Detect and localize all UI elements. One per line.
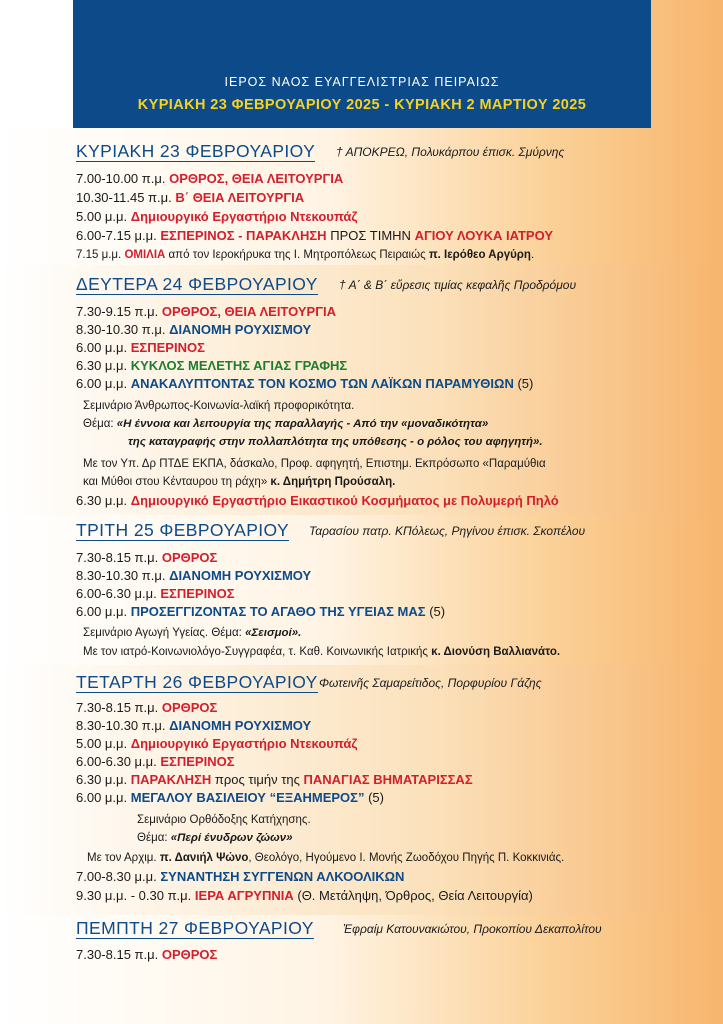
event-text: ΔΙΑΝΟΜΗ ΡΟΥΧΙΣΜΟΥ — [169, 568, 312, 583]
event-text: ΟΡΘΡΟΣ, ΘΕΙΑ ΛΕΙΤΟΥΡΓΙΑ — [169, 171, 344, 186]
schedule-line — [76, 550, 217, 566]
event-text: Δημιουργικό Εργαστήριο Ντεκουπάζ — [130, 209, 358, 224]
day-section-monday — [73, 274, 723, 514]
time-text: 10.30-11.45 π.μ. — [76, 190, 172, 205]
day-section-tuesday — [73, 520, 723, 660]
time-text: 7.30-8.15 π.μ. — [76, 550, 159, 565]
event-text: ΠΑΡΑΚΛΗΣΗ — [130, 772, 212, 787]
time-text: 8.30-10.30 π.μ. — [76, 322, 166, 337]
event-text: ΟΡΘΡΟΣ, ΘΕΙΑ ΛΕΙΤΟΥΡΓΙΑ — [161, 304, 337, 319]
day-section-wednesday — [73, 672, 723, 912]
time-text: 5.00 μ.μ. — [76, 209, 128, 224]
event-text: ΔΙΑΝΟΜΗ ΡΟΥΧΙΣΜΟΥ — [169, 322, 312, 337]
time-text: 6.00 μ.μ. — [76, 340, 128, 355]
time-text: 9.30 μ.μ. - 0.30 π.μ. — [76, 888, 192, 903]
theme-text: «Η έννοια και λειτουργία της παραλλαγής - Από την «μοναδικότητα» — [116, 418, 489, 430]
end-text: , Θεολόγο, Ηγούμενο Ι. Μονής Ζωοδόχου Πηγής Π. Κοκκινιάς. — [248, 852, 565, 864]
theme-text: «Περί ένυδρων ζώων» — [170, 832, 293, 844]
theme-prefix: Θέμα: — [137, 832, 168, 844]
header-banner — [73, 0, 651, 128]
time-text: 8.30-10.30 π.μ. — [76, 568, 166, 583]
time-text: 6.00 μ.μ. — [76, 376, 128, 391]
time-text: 7.30-9.15 π.μ. — [76, 304, 159, 319]
event-text: ΚΥΚΛΟΣ ΜΕΛΕΤΗΣ ΑΓΙΑΣ ΓΡΑΦΗΣ — [130, 358, 348, 373]
schedule-line — [76, 247, 534, 263]
time-text: 6.30 μ.μ. — [76, 493, 128, 508]
event-text: ΜΕΓΑΛΟΥ ΒΑΣΙΛΕΙΟΥ “ΕΞΑΗΜΕΡΟΣ” — [130, 790, 365, 805]
feast-text: Φωτεινῆς Σαμαρείτιδος, Πορφυρίου Γάζης — [319, 676, 542, 690]
schedule-line — [76, 700, 217, 716]
day-title: ΠΕΜΠΤΗ 27 ΦΕΒΡΟΥΑΡΙΟΥ — [76, 918, 314, 938]
day-title: ΤΡΙΤΗ 25 ΦΕΒΡΟΥΑΡΙΟΥ — [76, 520, 290, 540]
time-text: 5.00 μ.μ. — [76, 736, 128, 751]
schedule-line — [76, 772, 473, 788]
event-text: ΕΣΠΕΡΙΝΟΣ — [160, 586, 235, 601]
time-text: 7.00-8.30 μ.μ. — [76, 869, 157, 884]
schedule-line — [76, 322, 311, 338]
mid-text: προς τιμήν της — [214, 772, 300, 787]
event-text: Β΄ ΘΕΙΑ ΛΕΙΤΟΥΡΓΙΑ — [175, 190, 305, 205]
schedule-line — [76, 190, 304, 206]
feast-text: Ταρασίου πατρ. ΚΠόλεως, Ρηγίνου έπισκ. Σκοπέλου — [309, 524, 586, 538]
event-text: ΟΜΙΛΙΑ — [124, 249, 166, 261]
header-left-margin — [0, 0, 73, 128]
speaker-text: Με τον Αρχιμ. — [87, 852, 157, 864]
schedule-line — [76, 718, 311, 734]
theme-line — [83, 416, 488, 432]
time-text: 7.30-8.15 π.μ. — [76, 947, 159, 962]
schedule-line — [76, 171, 343, 187]
event-text: ΕΣΠΕΡΙΝΟΣ — [160, 754, 235, 769]
time-text: 7.30-8.15 π.μ. — [76, 700, 159, 715]
time-text: 7.00-10.00 π.μ. — [76, 171, 166, 186]
schedule-line — [76, 304, 336, 320]
theme-line — [137, 830, 293, 846]
schedule-line — [76, 209, 357, 225]
person-name: π. Δανιήλ Ψώνο — [159, 852, 249, 864]
speaker-line — [83, 474, 395, 490]
speaker-text: και Μύθοι στου Κένταυρου τη ράχη» — [83, 476, 268, 488]
mid-text: ΠΡΟΣ ΤΙΜΗΝ — [330, 228, 411, 243]
time-text: 6.00 μ.μ. — [76, 604, 128, 619]
feast-text: † Α΄ & Β΄ εὕρεσις τιμίας κεφαλῆς Προδρόμου — [339, 278, 577, 292]
event-text: ΑΝΑΚΑΛΥΠΤΟΝΤΑΣ ΤΟΝ ΚΟΣΜΟ ΤΩΝ ΛΑΪΚΩΝ ΠΑΡΑΜΥΘΙΩΝ — [130, 376, 514, 391]
event-text: ΕΣΠΕΡΙΝΟΣ - ΠΑΡΑΚΛΗΣΗ — [160, 228, 327, 243]
schedule-line — [76, 947, 217, 963]
seminar-text: Σεμινάριο Ορθόδοξης Κατήχησης. — [137, 814, 311, 826]
speaker-text: Με τον Υπ. Δρ ΠΤΔΕ ΕΚΠΑ, δάσκαλο, Προφ. αφηγητή, Επιστημ. Εκπρόσωπο «Παραμύθια — [83, 458, 546, 470]
theme-text: «Σεισμοί». — [245, 627, 302, 639]
time-text: 6.30 μ.μ. — [76, 772, 128, 787]
day-title: ΚΥΡΙΑΚΗ 23 ΦΕΒΡΟΥΑΡΙΟΥ — [76, 141, 316, 161]
seminar-line — [83, 625, 301, 641]
feast-text: † ΑΠΟΚΡΕΩ, Πολυκάρπου έπισκ. Σμύρνης — [336, 145, 565, 159]
schedule-line — [76, 604, 445, 620]
schedule-line — [76, 358, 347, 374]
event-text: ΣΥΝΑΝΤΗΣΗ ΣΥΓΓΕΝΩΝ ΑΛΚΟΟΛΙΚΩΝ — [160, 869, 405, 884]
event-text: Δημιουργικό Εργαστήριο Εικαστικού Κοσμήματος με Πολυμερή Πηλό — [130, 493, 559, 508]
event-text: ΟΡΘΡΟΣ — [161, 947, 218, 962]
event-text: Δημιουργικό Εργαστήριο Ντεκουπάζ — [130, 736, 358, 751]
schedule-line — [76, 568, 311, 584]
event-text: ΠΡΟΣΕΓΓΙΖΟΝΤΑΣ ΤΟ ΑΓΑΘΟ ΤΗΣ ΥΓΕΙΑΣ ΜΑΣ — [130, 604, 426, 619]
count-text: (5) — [517, 376, 534, 391]
schedule-line — [76, 228, 553, 244]
day-title: ΔΕΥΤΕΡΑ 24 ΦΕΒΡΟΥΑΡΙΟΥ — [76, 274, 318, 294]
schedule-line — [76, 754, 235, 770]
speaker-text: Με τον ιατρό-Κοινωνιολόγο-Συγγραφέα, τ. Καθ. Κοινωνικής Ιατρικής — [83, 646, 428, 658]
feast-text: Ἐφραίμ Κατουνακιώτου, Προκοπίου Δεκαπολίτου — [343, 922, 602, 936]
event-text: ΟΡΘΡΟΣ — [161, 700, 218, 715]
period-title: ΚΥΡΙΑΚΗ 23 ΦΕΒΡΟΥΑΡΙΟΥ 2025 - ΚΥΡΙΑΚΗ 2 ΜΑΡΤΙΟΥ 2025 — [137, 97, 587, 113]
end-text: . — [530, 249, 535, 261]
event-text: ΙΕΡΑ ΑΓΡΥΠΝΙΑ — [194, 888, 294, 903]
schedule-line — [76, 790, 384, 806]
count-text: (5) — [368, 790, 384, 805]
time-text: 6.00-6.30 μ.μ. — [76, 754, 157, 769]
speaker-line — [83, 644, 560, 660]
event-text: ΔΙΑΝΟΜΗ ΡΟΥΧΙΣΜΟΥ — [169, 718, 312, 733]
person-name: κ. Διονύση Βαλλιανάτο. — [431, 646, 561, 658]
day-section-sunday — [73, 141, 723, 263]
time-text: 7.15 μ.μ. — [76, 249, 122, 261]
event-text: ΟΡΘΡΟΣ — [161, 550, 218, 565]
person-name: π. Ιερόθεο Αργύρη — [428, 249, 531, 261]
count-text: (5) — [429, 604, 446, 619]
church-name: ΙΕΡΟΣ ΝΑΟΣ ΕΥΑΓΓΕΛΙΣΤΡΙΑΣ ΠΕΙΡΑΙΩΣ — [224, 75, 500, 89]
mid-text: από τον Ιεροκήρυκα της Ι. Μητροπόλεως Πειραιώς — [168, 249, 426, 261]
day-title: ΤΕΤΑΡΤΗ 26 ΦΕΒΡΟΥΑΡΙΟΥ — [76, 672, 318, 692]
time-text: 6.00-7.15 μ.μ. — [76, 228, 157, 243]
event-text: ΠΑΝΑΓΙΑΣ ΒΗΜΑΤΑΡΙΣΣΑΣ — [303, 772, 473, 787]
person-name: κ. Δημήτρη Προύσαλη. — [270, 476, 396, 488]
event-text: ΑΓΙΟΥ ΛΟΥΚΑ ΙΑΤΡΟΥ — [414, 228, 554, 243]
theme-prefix: Θέμα: — [83, 418, 114, 430]
theme-text: της καταγραφής στην πολλαπλότητα της υπόθεσης - ο ρόλος του αφηγητή». — [128, 436, 543, 448]
schedule-line — [76, 376, 533, 392]
schedule-line — [76, 869, 404, 885]
time-text: 8.30-10.30 π.μ. — [76, 718, 166, 733]
seminar-text: Σεμινάριο Άνθρωπος-Κοινωνία-λαϊκή προφορικότητα. — [83, 400, 355, 412]
schedule-line — [76, 736, 357, 752]
time-text: 6.00 μ.μ. — [76, 790, 128, 805]
event-text: ΕΣΠΕΡΙΝΟΣ — [130, 340, 205, 355]
time-text: 6.00-6.30 μ.μ. — [76, 586, 157, 601]
speaker-line — [87, 850, 564, 866]
seminar-text: Σεμινάριο Αγωγή Υγείας. Θέμα: — [83, 627, 242, 639]
mid-text: (Θ. Μετάληψη, Όρθρος, Θεία Λειτουργία) — [297, 888, 533, 903]
schedule-line — [76, 888, 533, 904]
schedule-line — [76, 340, 205, 356]
schedule-line — [76, 586, 235, 602]
day-section-thursday — [73, 918, 723, 978]
time-text: 6.30 μ.μ. — [76, 358, 128, 373]
schedule-line — [76, 493, 559, 509]
